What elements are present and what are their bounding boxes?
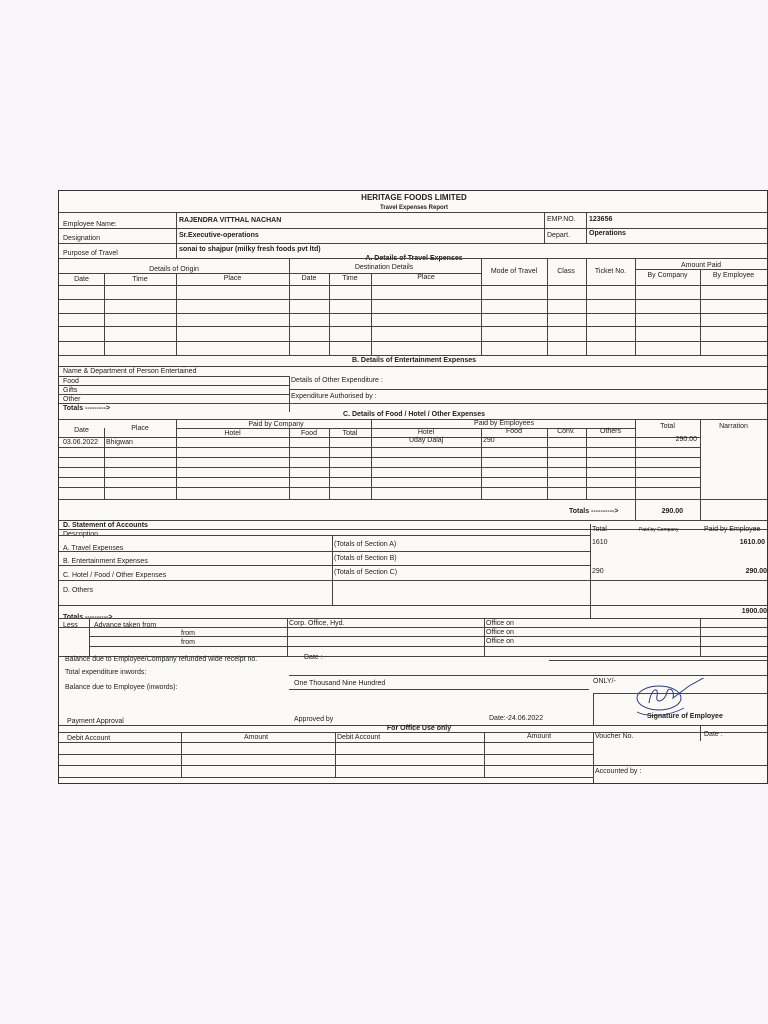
section-c-title: C. Details of Food / Hotel / Other Expenses bbox=[343, 411, 485, 418]
employee-signature bbox=[629, 678, 709, 728]
d-totals-value: 1900.00 bbox=[741, 608, 767, 615]
d-row-entertainment-label: B. Entertainment Expenses bbox=[63, 558, 148, 565]
gifts-label: Gifts bbox=[63, 387, 78, 394]
d-paid-employee-label: Paid by Employee bbox=[704, 526, 761, 533]
col-c-narration: Narration bbox=[719, 423, 748, 430]
office-use-title: For Office Use only bbox=[386, 725, 452, 732]
amount-in-words: One Thousand Nine Hundred bbox=[294, 680, 386, 687]
emp-no: 123656 bbox=[589, 216, 613, 223]
department: Operations bbox=[589, 230, 626, 237]
office-on-label-3: Office on bbox=[486, 638, 514, 645]
d-row-hotel-employee: 290.00 bbox=[745, 568, 767, 575]
c-row-date: 03.06.2022 bbox=[63, 439, 99, 446]
accounted-by-label: Accounted by : bbox=[595, 768, 642, 775]
from-label-1: from bbox=[181, 630, 195, 637]
col-class: Class bbox=[557, 268, 575, 275]
payment-approval-label: Payment Approval bbox=[67, 718, 124, 725]
c-row-place: Bhigwan bbox=[106, 439, 133, 446]
col-c-emp-hotel: Hotel bbox=[417, 429, 435, 436]
authorised-by-label: Expenditure Authorised by : bbox=[291, 393, 377, 400]
col-c-others: Others bbox=[599, 428, 621, 435]
office-on-label-2: Office on bbox=[486, 629, 514, 636]
amount-label-2: Amount bbox=[526, 733, 552, 740]
signature-of-employee-label: Signature of Employee bbox=[647, 713, 723, 720]
col-c-grand-total: Total bbox=[660, 423, 675, 430]
designation: Sr.Executive-operations bbox=[179, 232, 259, 239]
col-dest-date: Date bbox=[301, 275, 317, 282]
debit-account-label-1: Debit Account bbox=[67, 735, 111, 742]
depart-label: Depart. bbox=[547, 232, 570, 239]
col-dest-place: Place bbox=[417, 274, 435, 281]
paid-by-company-label: Paid by Company bbox=[248, 421, 304, 428]
purpose-label: Purpose of Travel bbox=[63, 250, 118, 257]
voucher-no-label: Voucher No. bbox=[595, 733, 634, 740]
origin-label: Details of Origin bbox=[149, 266, 199, 273]
office-on-label-1: Office on bbox=[486, 620, 514, 627]
col-c-food: Food bbox=[301, 430, 317, 437]
col-c-date: Date bbox=[74, 427, 89, 434]
other-label: Other bbox=[63, 396, 81, 403]
d-paid-company-label: Paid by Company bbox=[639, 527, 679, 533]
travel-expense-form bbox=[58, 190, 768, 784]
d-row-hotel-label: C. Hotel / Food / Other Expenses bbox=[63, 572, 167, 579]
designation-label: Designation bbox=[63, 235, 100, 242]
section-c-totals-label: Totals ----------> bbox=[569, 508, 619, 515]
col-c-emp-food: Food bbox=[506, 428, 522, 435]
from-label-2: from bbox=[181, 639, 195, 646]
employee-name-label: Employee Name: bbox=[63, 221, 117, 228]
section-a-title: A. Details of Travel Expenses bbox=[365, 255, 463, 262]
other-expenditure-label: Details of Other Expenditure : bbox=[291, 377, 383, 384]
section-c-totals-value: 290.00 bbox=[661, 508, 683, 515]
description-label: Description bbox=[63, 531, 99, 538]
total-inwords-label: Total expenditure inwords: bbox=[65, 669, 147, 676]
food-label: Food bbox=[63, 378, 79, 385]
d-total-label: Total bbox=[592, 526, 607, 533]
col-time: Time bbox=[132, 276, 148, 283]
refund-date-label: Date : bbox=[304, 654, 323, 661]
col-c-conv: Conv. bbox=[557, 428, 575, 435]
amount-paid-label: Amount Paid bbox=[680, 262, 722, 269]
d-row-hotel-total: 290 bbox=[592, 568, 604, 575]
office-date-label: Date : bbox=[704, 731, 723, 738]
c-row-hotel: Uday Dalaj bbox=[409, 437, 444, 444]
employee-name: RAJENDRA VITTHAL NACHAN bbox=[179, 217, 282, 224]
amount-label-1: Amount bbox=[243, 734, 269, 741]
emp-no-label: EMP.NO. bbox=[547, 216, 576, 223]
col-c-place: Place bbox=[131, 425, 149, 432]
debit-account-label-2: Debit Account bbox=[337, 734, 381, 741]
only-label: ONLY/- bbox=[593, 678, 616, 685]
purpose-of-travel: sonai to shajpur (milky fresh foods pvt ltd) bbox=[179, 246, 321, 253]
approved-by-label: Approved by bbox=[294, 716, 334, 723]
col-by-employee: By Employee bbox=[712, 272, 755, 279]
col-c-hotel: Hotel bbox=[224, 430, 241, 437]
less-label: Less bbox=[63, 622, 78, 629]
report-title: Travel Expenses Report bbox=[379, 205, 449, 211]
section-b-totals-label: Totals ---------> bbox=[63, 405, 111, 412]
d-row-travel-total: 1610 bbox=[592, 539, 608, 546]
paid-by-employees-label: Paid by Employees bbox=[474, 420, 534, 427]
corp-office-label: Corp. Office, Hyd. bbox=[289, 620, 345, 627]
balance-inwords-label: Balance due to Employee (inwords): bbox=[65, 684, 178, 691]
col-date: Date bbox=[74, 276, 89, 283]
c-row-total: 290.00 bbox=[675, 436, 697, 443]
col-mode-of-travel: Mode of Travel bbox=[490, 268, 538, 275]
destination-label: Destination Details bbox=[354, 264, 414, 271]
section-d-title: D. Statement of Accounts bbox=[63, 522, 148, 529]
d-totals-label: Totals ----------> bbox=[63, 614, 113, 621]
section-b-title: B. Details of Entertainment Expenses bbox=[351, 357, 477, 364]
company-name: HERITAGE FOODS LIMITED bbox=[361, 193, 467, 202]
approval-date: Date:-24.06.2022 bbox=[489, 715, 544, 722]
col-c-total: Total bbox=[342, 430, 358, 437]
col-place: Place bbox=[223, 275, 242, 282]
d-row-travel-label: A. Travel Expenses bbox=[63, 545, 124, 552]
d-row-hotel-ref: (Totals of Section C) bbox=[334, 569, 398, 576]
col-dest-time: Time bbox=[342, 275, 358, 282]
c-row-food: 290 bbox=[483, 437, 495, 444]
person-entertained-label: Name & Department of Person Entertained bbox=[63, 368, 197, 375]
d-row-travel-employee: 1610.00 bbox=[739, 539, 765, 546]
d-row-others-label: D. Others bbox=[63, 587, 93, 594]
d-row-travel-ref: (Totals of Section A) bbox=[334, 541, 397, 548]
col-by-company: By Company bbox=[647, 272, 688, 279]
advance-taken-label: Advance taken from bbox=[94, 622, 157, 629]
col-ticket-no: Ticket No. bbox=[594, 268, 627, 275]
d-row-entertainment-ref: (Totals of Section B) bbox=[334, 555, 397, 562]
balance-refund-label: Balance due to Employee/Company refunded wide receipt no. bbox=[65, 656, 258, 663]
